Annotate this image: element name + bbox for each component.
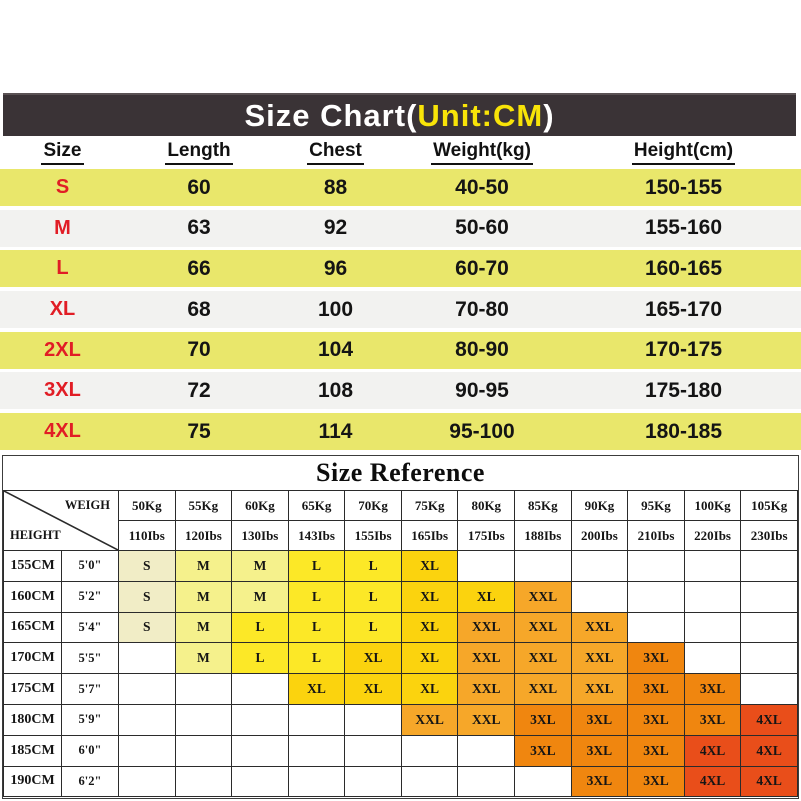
weight-kg-header: 55Kg [175, 491, 232, 521]
height-ft-label: 6'2" [62, 766, 119, 797]
size-cell: 4XL [741, 766, 798, 797]
height-ft-label: 5'4" [62, 612, 119, 643]
size-cell: XXL [571, 643, 628, 674]
size-value: 70 [187, 338, 211, 362]
empty-cell [741, 581, 798, 612]
size-label: 2XL [44, 338, 81, 361]
size-cell: XXL [571, 612, 628, 643]
empty-cell [232, 704, 289, 735]
size-cell: XXL [515, 674, 572, 705]
size-label: L [56, 257, 69, 280]
empty-cell [232, 766, 289, 797]
size-value: 160-165 [644, 256, 723, 280]
weight-kg-header: 70Kg [345, 491, 402, 521]
reference-row-165cm [4, 612, 798, 643]
reference-row-170cm [4, 643, 798, 674]
size-row-s [0, 169, 801, 206]
weight-kg-header: 60Kg [232, 491, 289, 521]
weight-lbs-header: 130Ibs [232, 521, 289, 551]
size-cell: 3XL [628, 674, 685, 705]
weight-kg-header: 95Kg [628, 491, 685, 521]
size-label: 4XL [44, 420, 81, 443]
weights-kg-row [4, 491, 798, 521]
empty-cell [684, 643, 741, 674]
weight-lbs-header: 200Ibs [571, 521, 628, 551]
empty-cell [175, 766, 232, 797]
empty-cell [741, 674, 798, 705]
empty-cell [741, 643, 798, 674]
size-row-4xl [0, 413, 801, 450]
size-row-3xl [0, 372, 801, 409]
size-cell: L [288, 551, 345, 582]
size-value: 95-100 [449, 419, 515, 443]
size-cell: XL [401, 643, 458, 674]
empty-cell [628, 612, 685, 643]
empty-cell [288, 704, 345, 735]
height-cm-label: 165CM [4, 612, 62, 643]
weight-lbs-header: 165Ibs [401, 521, 458, 551]
size-cell: M [232, 581, 289, 612]
size-value: 68 [187, 297, 211, 321]
size-value: 72 [187, 378, 211, 402]
empty-cell [119, 704, 176, 735]
height-ft-label: 5'9" [62, 704, 119, 735]
col-header-chest: Chest [307, 140, 364, 165]
empty-cell [741, 612, 798, 643]
size-reference-title: Size Reference [316, 458, 485, 487]
size-cell: XXL [401, 704, 458, 735]
size-cell: 3XL [684, 704, 741, 735]
size-cell: 3XL [515, 735, 572, 766]
size-cell: XXL [458, 643, 515, 674]
size-value: 88 [323, 175, 348, 199]
size-label: 3XL [44, 379, 81, 402]
size-cell: M [175, 551, 232, 582]
corner-weigh-label: WEIGH [64, 498, 110, 512]
size-cell: 3XL [571, 735, 628, 766]
size-cell: XL [345, 643, 402, 674]
empty-cell [175, 735, 232, 766]
empty-cell [571, 581, 628, 612]
height-cm-label: 160CM [4, 581, 62, 612]
size-value: 155-160 [644, 216, 723, 240]
weight-lbs-header: 188Ibs [515, 521, 572, 551]
size-cell: 4XL [741, 704, 798, 735]
size-cell: XXL [515, 643, 572, 674]
corner-height-label: HEIGHT [10, 528, 61, 542]
reference-row-185cm [4, 735, 798, 766]
height-cm-label: 175CM [4, 674, 62, 705]
col-header-weight: Weight(kg) [431, 140, 533, 165]
title-suffix: ) [543, 97, 555, 133]
weight-lbs-header: 220Ibs [684, 521, 741, 551]
size-cell: XL [401, 674, 458, 705]
size-reference-body [4, 551, 798, 797]
size-cell: XL [288, 674, 345, 705]
size-cell: 3XL [628, 643, 685, 674]
size-table-header [0, 136, 801, 169]
size-cell: 3XL [628, 735, 685, 766]
empty-cell [119, 674, 176, 705]
size-cell: XXL [458, 704, 515, 735]
height-ft-label: 6'0" [62, 735, 119, 766]
size-cell: S [119, 612, 176, 643]
size-cell: 3XL [628, 766, 685, 797]
size-value: 170-175 [644, 338, 723, 362]
empty-cell [515, 551, 572, 582]
size-cell: 3XL [684, 674, 741, 705]
height-ft-label: 5'7" [62, 674, 119, 705]
empty-cell [458, 766, 515, 797]
size-value: 70-80 [455, 297, 509, 321]
size-value: 90-95 [455, 378, 509, 402]
size-cell: XXL [515, 581, 572, 612]
reference-row-160cm [4, 581, 798, 612]
weight-lbs-header: 120Ibs [175, 521, 232, 551]
col-header-size: Size [41, 140, 83, 165]
reference-row-190cm [4, 766, 798, 797]
empty-cell [345, 766, 402, 797]
size-row-m [0, 210, 801, 247]
empty-cell [628, 581, 685, 612]
size-cell: M [175, 581, 232, 612]
size-table-rows [0, 169, 801, 450]
weight-lbs-header: 155Ibs [345, 521, 402, 551]
size-cell: 3XL [571, 766, 628, 797]
size-cell: 3XL [515, 704, 572, 735]
size-cell: S [119, 551, 176, 582]
size-value: 60-70 [455, 256, 509, 280]
empty-cell [345, 735, 402, 766]
height-cm-label: 185CM [4, 735, 62, 766]
size-cell: L [345, 581, 402, 612]
size-reference-section [2, 455, 799, 799]
size-row-xl [0, 291, 801, 328]
size-value: 108 [317, 378, 354, 402]
size-cell: M [175, 612, 232, 643]
col-header-length: Length [165, 140, 232, 165]
weight-lbs-header: 175Ibs [458, 521, 515, 551]
empty-cell [628, 551, 685, 582]
size-value: 63 [187, 216, 211, 240]
weight-lbs-header: 230Ibs [741, 521, 798, 551]
size-cell: 3XL [628, 704, 685, 735]
size-cell: XL [401, 581, 458, 612]
size-value: 66 [187, 256, 211, 280]
size-cell: XL [345, 674, 402, 705]
size-value: 60 [187, 175, 211, 199]
size-value: 50-60 [455, 216, 509, 240]
size-row-2xl [0, 332, 801, 369]
weight-kg-header: 90Kg [571, 491, 628, 521]
size-value: 180-185 [644, 419, 723, 443]
reference-row-175cm [4, 674, 798, 705]
size-value: 75 [187, 419, 211, 443]
size-row-l [0, 250, 801, 287]
size-cell: XXL [571, 674, 628, 705]
reference-row-155cm [4, 551, 798, 582]
col-header-height: Height(cm) [632, 140, 735, 165]
size-cell: L [345, 612, 402, 643]
weight-lbs-header: 143Ibs [288, 521, 345, 551]
size-value: 96 [323, 256, 348, 280]
height-cm-label: 170CM [4, 643, 62, 674]
size-cell: L [288, 643, 345, 674]
empty-cell [119, 735, 176, 766]
size-cell: L [288, 612, 345, 643]
weight-kg-header: 100Kg [684, 491, 741, 521]
size-cell: XXL [458, 674, 515, 705]
weight-kg-header: 65Kg [288, 491, 345, 521]
weights-lbs-row [4, 521, 798, 551]
empty-cell [684, 612, 741, 643]
empty-cell [288, 735, 345, 766]
size-value: 100 [317, 297, 354, 321]
empty-cell [175, 674, 232, 705]
size-label: S [55, 176, 70, 198]
height-ft-label: 5'2" [62, 581, 119, 612]
empty-cell [401, 735, 458, 766]
size-reference-table [3, 490, 798, 797]
empty-cell [401, 766, 458, 797]
title-unit-highlight: Unit:CM [417, 97, 544, 133]
empty-cell [684, 581, 741, 612]
size-cell: 4XL [684, 735, 741, 766]
size-cell: L [232, 643, 289, 674]
title-prefix: Size Chart( [244, 97, 418, 133]
empty-cell [232, 674, 289, 705]
size-cell: 4XL [741, 735, 798, 766]
empty-cell [175, 704, 232, 735]
size-cell: XL [401, 551, 458, 582]
weight-kg-header: 105Kg [741, 491, 798, 521]
size-cell: 3XL [571, 704, 628, 735]
size-value: 92 [323, 216, 348, 240]
reference-row-180cm [4, 704, 798, 735]
size-cell: XL [458, 581, 515, 612]
size-value: 114 [318, 419, 353, 443]
height-ft-label: 5'5" [62, 643, 119, 674]
size-cell: M [232, 551, 289, 582]
size-label: XL [49, 298, 76, 321]
empty-cell [571, 551, 628, 582]
size-cell: XL [401, 612, 458, 643]
size-value: 40-50 [455, 175, 509, 199]
weight-kg-header: 80Kg [458, 491, 515, 521]
size-cell: S [119, 581, 176, 612]
empty-cell [458, 551, 515, 582]
size-chart-title-bar [3, 93, 796, 136]
empty-cell [515, 766, 572, 797]
height-cm-label: 155CM [4, 551, 62, 582]
weight-kg-header: 50Kg [119, 491, 176, 521]
size-table [0, 136, 801, 454]
size-cell: 4XL [684, 766, 741, 797]
empty-cell [288, 766, 345, 797]
empty-cell [741, 551, 798, 582]
size-label: M [54, 216, 71, 239]
size-cell: L [232, 612, 289, 643]
height-cm-label: 190CM [4, 766, 62, 797]
weight-lbs-header: 110Ibs [119, 521, 176, 551]
weight-kg-header: 85Kg [515, 491, 572, 521]
weight-kg-header: 75Kg [401, 491, 458, 521]
size-cell: XXL [458, 612, 515, 643]
size-value: 80-90 [455, 338, 509, 362]
size-cell: M [175, 643, 232, 674]
height-cm-label: 180CM [4, 704, 62, 735]
size-cell: L [288, 581, 345, 612]
empty-cell [684, 551, 741, 582]
empty-cell [119, 643, 176, 674]
size-cell: XXL [515, 612, 572, 643]
corner-cell [4, 491, 119, 551]
height-ft-label: 5'0" [62, 551, 119, 582]
size-value: 150-155 [644, 175, 723, 199]
weight-lbs-header: 210Ibs [628, 521, 685, 551]
empty-cell [232, 735, 289, 766]
empty-cell [345, 704, 402, 735]
size-value: 165-170 [644, 297, 723, 321]
size-value: 175-180 [644, 378, 723, 402]
empty-cell [458, 735, 515, 766]
size-cell: L [345, 551, 402, 582]
size-value: 104 [317, 338, 354, 362]
empty-cell [119, 766, 176, 797]
